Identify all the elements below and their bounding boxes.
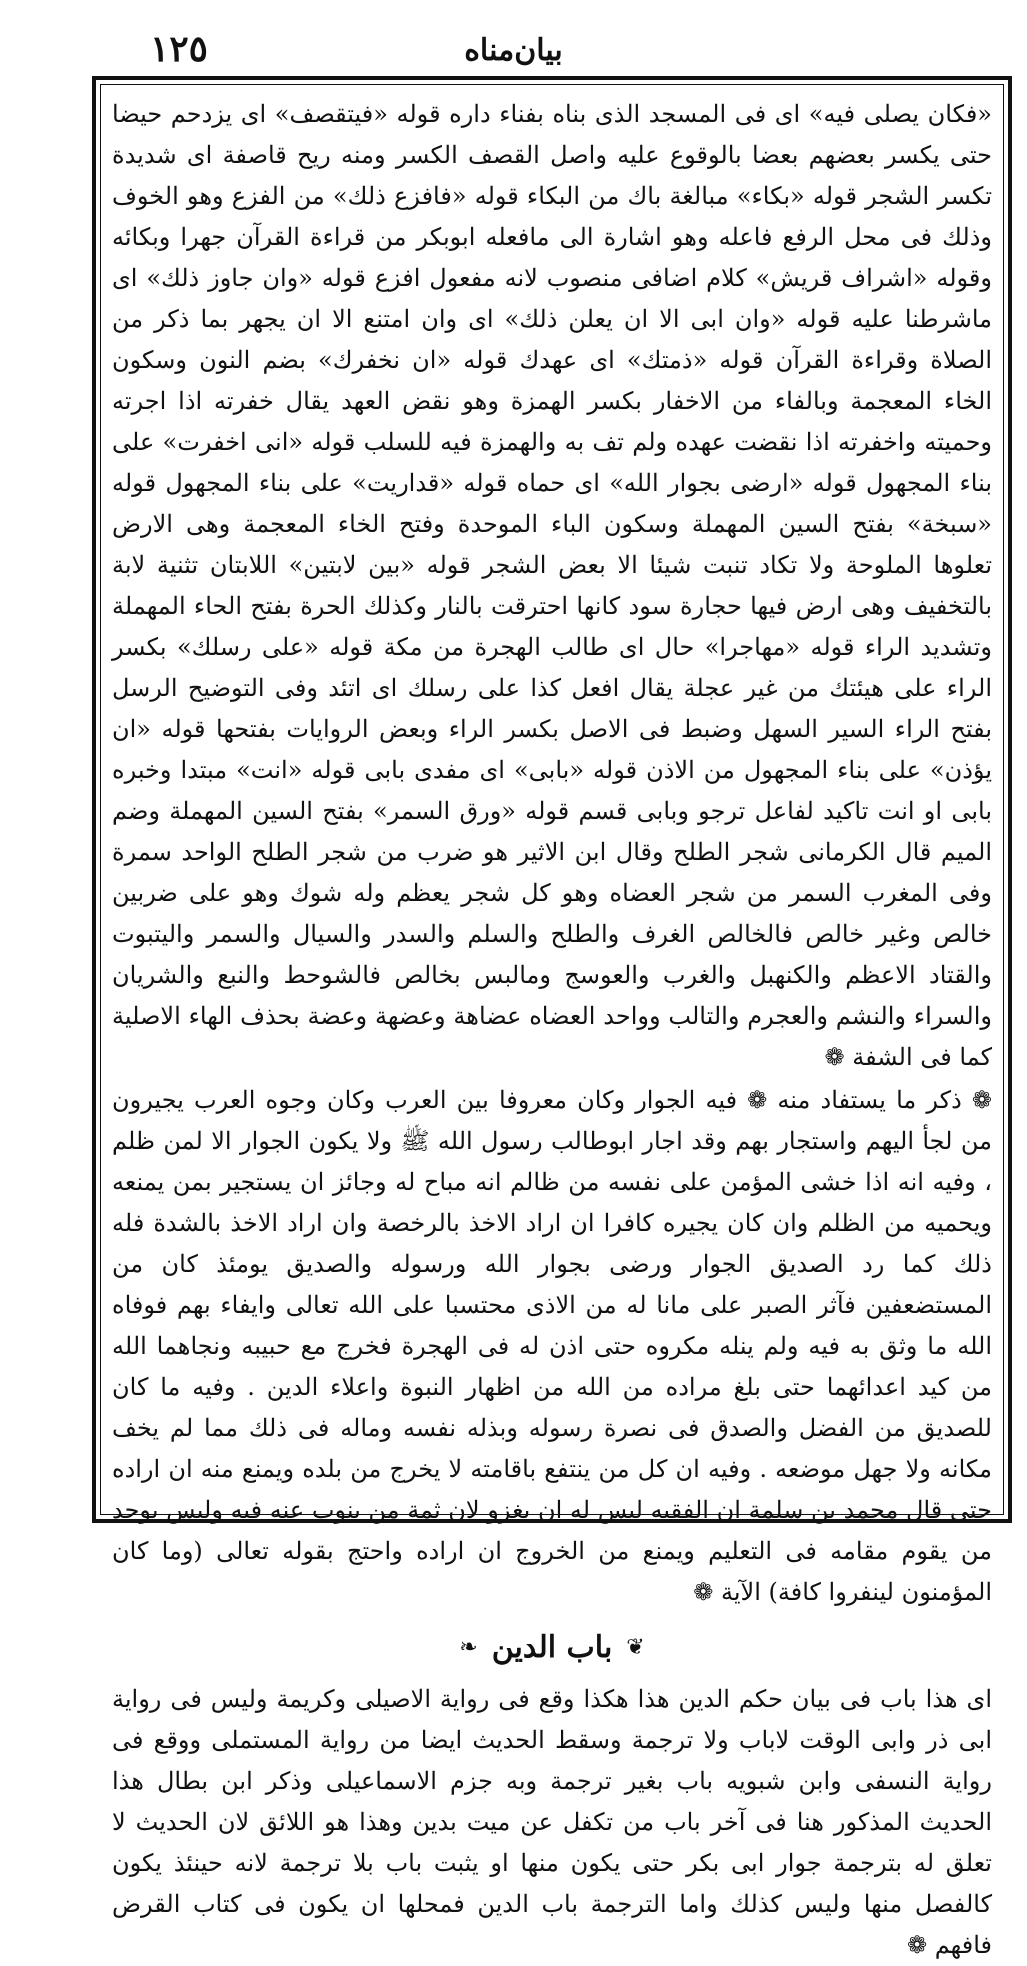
- chapter-paragraph: اى هذا باب فى بيان حكم الدين هذا هكذا وقع فى رواية الاصيلى وكريمة وليس فى رواية ابى ذر وابى الوقت لاباب ولا ترجمة وسقط الحديث ايضا من رواية المستملى ووقع فى رواية النسفى وابن شبويه باب بغير ترجمة وبه جزم الاسماعيلى وذكر ابن بطال هذا الحديث المذكور هنا فى آخر باب من تكفل عن ميت بدين وهذا هو اللائق لان الحديث لا تعلق له بترجمة جوار ابى بكر حتى يكون منها او يثبت باب بلا ترجمة لانه حينئذ يكون كالفصل منها وليس كذلك واما الترجمة باب الدين فمحلها ان يكون فى كتاب القرض فافهم ❁: [112, 1685, 992, 1959]
- heading-ornament-left-icon: ❧: [459, 1634, 478, 1660]
- page-body: [112, 94, 993, 1959]
- page-number: ١٢٥: [150, 28, 209, 70]
- chapter-heading: [112, 1625, 992, 1669]
- running-title: بيان‌مناه: [464, 32, 563, 68]
- chapter-title: باب الدين: [491, 1629, 613, 1665]
- heading-ornament-right-icon: ❦: [626, 1634, 645, 1660]
- benefits-paragraph: ❁ ذكر ما يستفاد منه ❁ فيه الجوار وكان معروفا بين العرب وكان وجوه العرب يجيرون من لجأ اليهم واستجار بهم وقد اجار ابوطالب رسول الله ﷺ ولا يكون الجوار الا لمن ظلم ، وفيه انه اذا خشى المؤمن على نفسه من ظالم انه مباح له وجائز ان يستجير بمن يمنعه ويحميه من الظلم وان كان يجيره كافرا ان اراد الاخذ بالرخصة وان اراد الاخذ بالشدة فله ذلك كما رد الصديق الجوار ورضى بجوار الله ورسوله والصديق يومئذ كان من المستضعفين فآثر الصبر على مانا له من الاذى محتسبا على الله تعالى وايفاء بهم فوفاه الله ما وثق به فيه ولم ينله مكروه حتى اذن له فى الهجرة فخرج مع حبيبه ونجاهما الله من كيد اعدائهما حتى بلغ مراده من الله من اظهار النبوة واعلاء الدين . وفيه ما كان للصديق من الفضل والصدق فى نصرة رسوله وبذله نفسه وماله فى ذلك مما لم يخف مكانه ولا جهل موضعه . وفيه ان كل من ينتفع باقامته لا يخرج من بلده ويمنع منه ان اراده حتى قال محمد بن سلمة ان الفقيه ليس له ان يغزو لان ثمة من ينوب عنه فيه وليس يوجد من يقوم مقامه فى التعليم ويمنع من الخروج ان اراده واحتج بقوله تعالى (وما كان المؤمنون لينفروا كافة) الآية ❁: [112, 1086, 993, 1606]
- commentary-paragraph: «فكان يصلى فيه» اى فى المسجد الذى بناه بفناء داره قوله «فيتقصف» اى يزدحم حيضا حتى يكسر بعضهم بعضا بالوقوع عليه واصل القصف الكسر ومنه ريح قاصفة اى شديدة تكسر الشجر قوله «بكاء» مبالغة باك من البكاء قوله «فافزع ذلك» من الفزع وهو الخوف وذلك فى محل الرفع فاعله وهو اشارة الى مافعله ابوبكر من قراءة القرآن جهرا وبكائه وقوله «اشراف قريش» كلام اضافى منصوب لانه مفعول افزع قوله «وان جاوز ذلك» اى ماشرطنا عليه قوله «وان ابى الا ان يعلن ذلك» اى وان امتنع الا ان يجهر بما ذكر من الصلاة وقراءة القرآن قوله «ذمتك» اى عهدك قوله «ان نخفرك» بضم النون وسكون الخاء المعجمة وبالفاء من الاخفار بكسر الهمزة وهو نقض العهد يقال خفرته اذا اجرته وحميته واخفرته اذا نقضت عهده ولم تف به والهمزة فيه للسلب قوله «انى اخفرت» على بناء المجهول قوله «ارضى بجوار الله» اى حماه قوله «قداريت» على بناء المجهول قوله «سبخة» بفتح السين المهملة وسكون الباء الموحدة وفتح الخاء المعجمة وهى الارض تعلوها الملوحة ولا تكاد تنبت شيئا الا بعض الشجر قوله «بين لابتين» اللابتان تثنية لابة بالتخفيف وهى ارض فيها حجارة سود كانها احترقت بالنار وكذلك الحرة بفتح الحاء المهملة وتشديد الراء قوله «مهاجرا» حال اى طالب الهجرة من مكة قوله «على رسلك» بكسر الراء على هيئتك من غير عجلة يقال افعل كذا على رسلك اى اتئد وفى التوضيح الرسل بفتح الراء السير السهل وضبط فى الاصل بكسر الراء وبعض الروايات بفتحها قوله «ان يؤذن» على بناء المجهول من الاذن قوله «بابى» اى مفدى بابى قوله «انت» مبتدا وخبره بابى او انت تاكيد لفاعل ترجو وبابى قسم قوله «ورق السمر» بفتح السين المهملة وضم الميم قال الكرمانى شجر الطلح وقال ابن الاثير هو ضرب من شجر الطلح الواحد سمرة وفى المغرب السمر من شجر العضاه وهو كل شجر يعظم وله شوك وهو على ضربين خالص وغير خالص فالخالص الغرف والطلح والسلم والسدر والسيال والسمر واليتبوت والقتاد الاعظم والكنهبل والغرب والعوسج ومالبس بخالص فالشوحط والنبع والشريان والسراء والنشم والعجرم والتالب وواحد العضاه عضاهة وعضهة وعضة بحذف الهاء الاصلية كما فى الشفة ❁: [112, 100, 993, 1071]
- page-header: [62, 28, 965, 72]
